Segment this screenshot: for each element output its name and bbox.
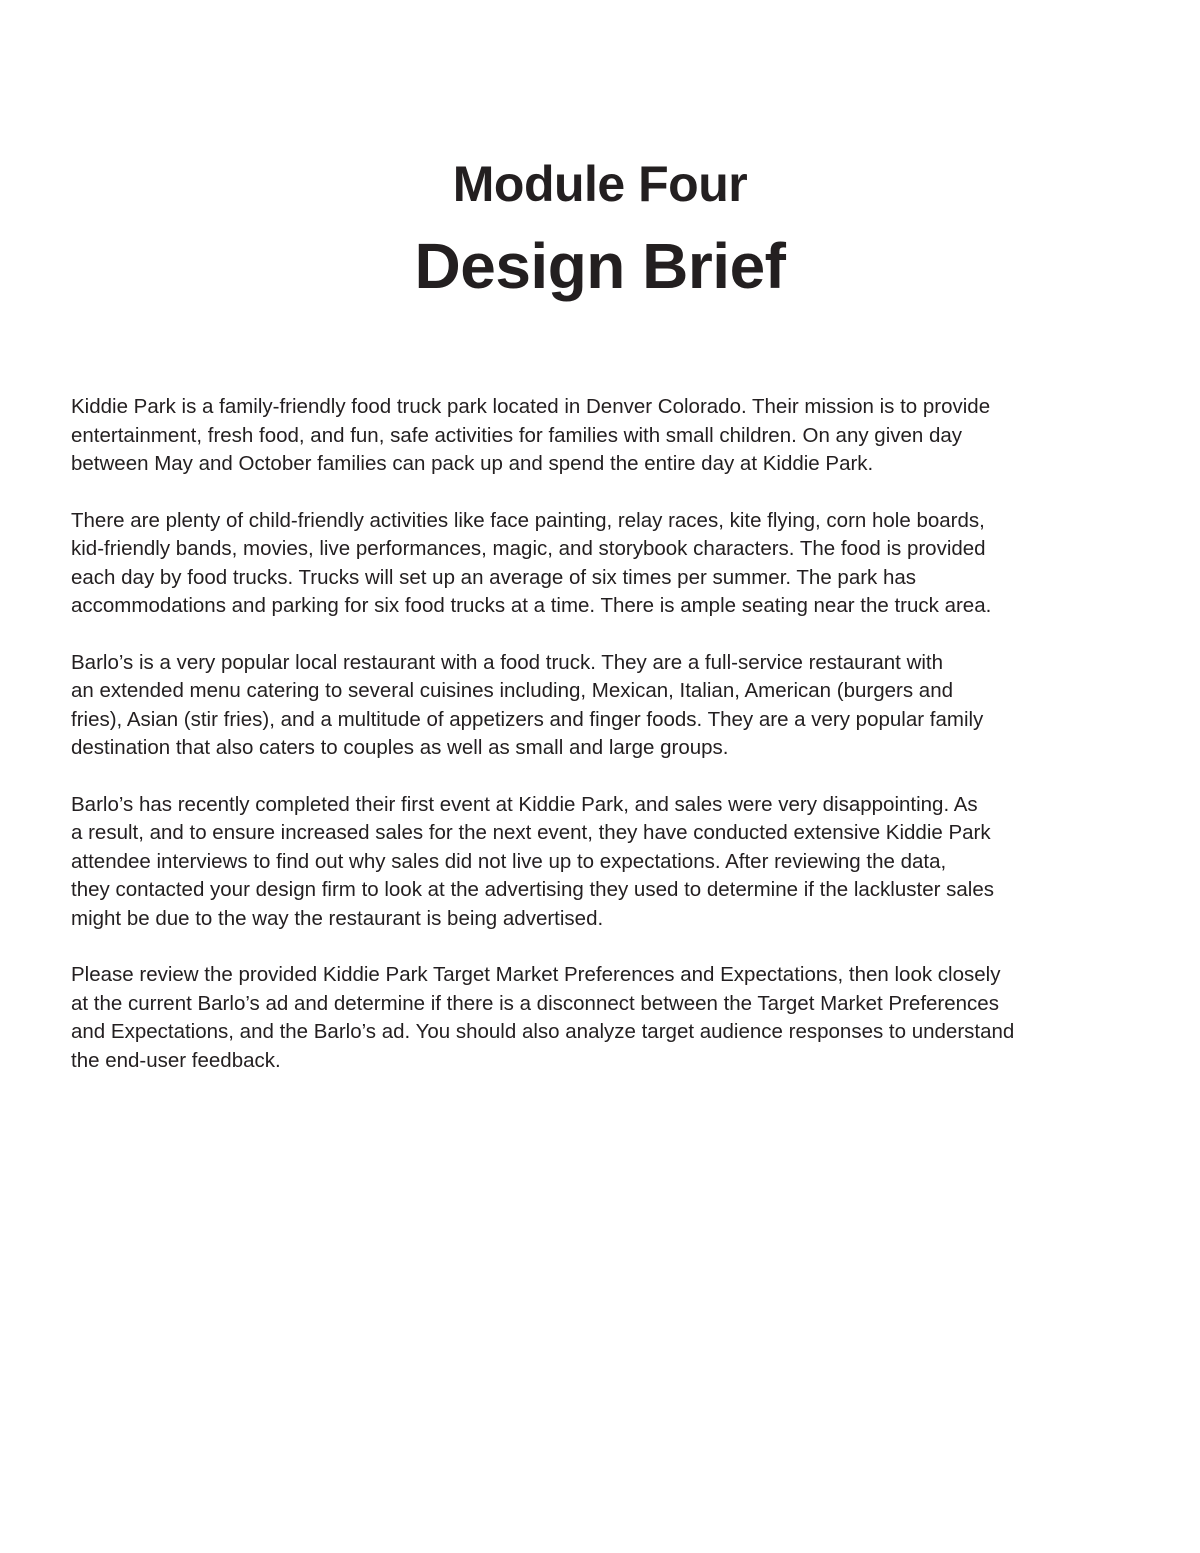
text-line: entertainment, fresh food, and fun, safe activities for families with small children. On any given day xyxy=(71,423,963,447)
text-line: an extended menu catering to several cuisines including, Mexican, Italian, American (burgers and xyxy=(71,679,953,702)
text-line: kid-friendly bands, movies, live performances, magic, and storybook characters. The food is provided xyxy=(71,537,986,560)
text-line: accommodations and parking for six food trucks at a time. There is ample seating near the truck area. xyxy=(71,594,992,617)
text-line: they contacted your design firm to look at the advertising they used to determine if the lackluster sales xyxy=(71,878,994,901)
text-line: at the current Barlo’s ad and determine if there is a disconnect between the Target Market Preferences xyxy=(71,991,999,1015)
paragraph-activities xyxy=(71,507,1136,621)
paragraph-sales xyxy=(71,791,1136,934)
paragraph-intro xyxy=(71,393,1136,479)
paragraph-instructions xyxy=(71,961,1136,1075)
module-title: Module Four xyxy=(452,156,748,212)
text-line: Barlo’s is a very popular local restaurant with a food truck. They are a full-service restaurant with xyxy=(71,650,944,674)
text-line: fries), Asian (stir fries), and a multitude of appetizers and finger foods. They are a very popular family xyxy=(71,707,984,731)
text-line: There are plenty of child-friendly activities like face painting, relay races, kite flying, corn hole boards, xyxy=(71,508,985,532)
document-body xyxy=(71,393,1136,1103)
text-line: attendee interviews to find out why sales did not live up to expectations. After reviewing the data, xyxy=(71,849,947,873)
document-title: Design Brief xyxy=(414,230,786,302)
text-line: might be due to the way the restaurant is being advertised. xyxy=(71,906,604,930)
paragraph-barlos xyxy=(71,649,1136,763)
text-line: a result, and to ensure increased sales for the next event, they have conducted extensive Kiddie Park xyxy=(71,821,991,844)
text-line: Barlo’s has recently completed their first event at Kiddie Park, and sales were very disappointing. As xyxy=(71,792,978,816)
text-line: each day by food trucks. Trucks will set up an average of six times per summer. The park has xyxy=(71,565,917,589)
text-line: and Expectations, and the Barlo’s ad. You should also analyze target audience responses to understand xyxy=(71,1020,1015,1043)
text-line: between May and October families can pack up and spend the entire day at Kiddie Park. xyxy=(71,452,874,475)
text-line: the end-user feedback. xyxy=(71,1048,281,1072)
text-line: Kiddie Park is a family-friendly food truck park located in Denver Colorado. Their mission is to provide xyxy=(71,395,991,418)
text-line: Please review the provided Kiddie Park Target Market Preferences and Expectations, then look closely xyxy=(71,963,1001,986)
text-line: destination that also caters to couples as well as small and large groups. xyxy=(71,736,729,759)
